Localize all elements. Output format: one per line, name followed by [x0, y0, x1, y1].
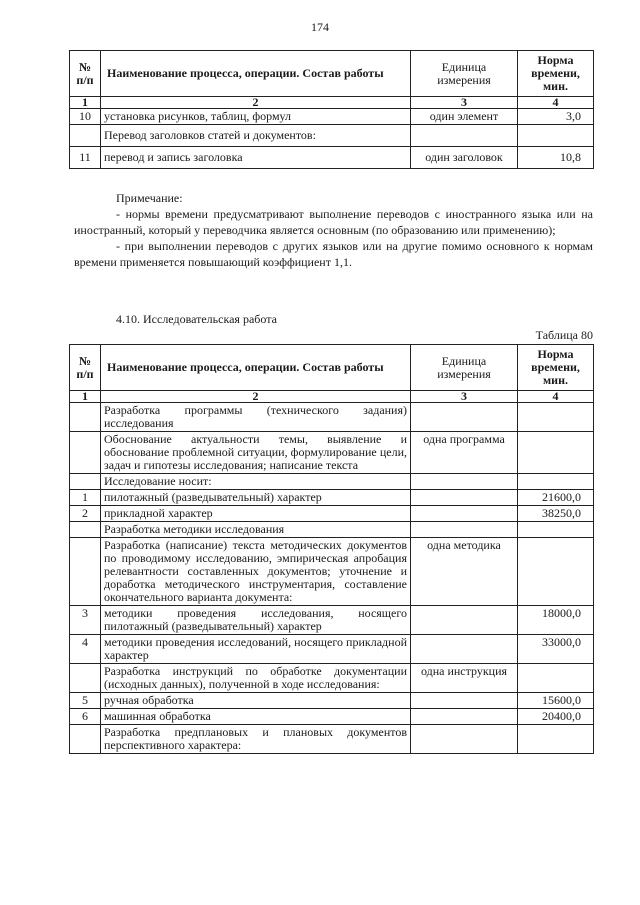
row-norm: 33000,0	[518, 635, 594, 664]
row-number: 11	[70, 147, 101, 169]
column-number-row	[70, 97, 594, 109]
row-name: Разработка инструкций по обработке документации (исходных данных), полученной в ходе исследования:	[101, 664, 411, 693]
row-name: пилотажный (разведывательный) характер	[101, 490, 411, 506]
table-row	[70, 635, 594, 664]
row-unit	[411, 125, 518, 147]
row-unit	[411, 403, 518, 432]
header-num: № п/п	[70, 345, 101, 391]
row-norm	[518, 725, 594, 754]
row-unit: один элемент	[411, 109, 518, 125]
row-number	[70, 474, 101, 490]
row-norm: 38250,0	[518, 506, 594, 522]
row-name: Разработка (написание) текста методических документов по проводимому исследованию, эмпирическая апробация релевантности составленных документов; уточнение и доработка методического инструментария, составление окончательного варианта документа:	[101, 538, 411, 606]
column-number: 3	[411, 391, 518, 403]
row-norm	[518, 664, 594, 693]
row-unit	[411, 506, 518, 522]
table-row	[70, 125, 594, 147]
table-row	[70, 538, 594, 606]
row-norm: 15600,0	[518, 693, 594, 709]
row-number: 4	[70, 635, 101, 664]
row-number	[70, 538, 101, 606]
row-name: Перевод заголовков статей и документов:	[101, 125, 411, 147]
row-number	[70, 664, 101, 693]
row-name: установка рисунков, таблиц, формул	[101, 109, 411, 125]
column-number: 4	[518, 97, 594, 109]
table-header-row	[70, 345, 594, 391]
row-norm	[518, 538, 594, 606]
table-row	[70, 490, 594, 506]
row-name: прикладной характер	[101, 506, 411, 522]
row-unit: одна инструкция	[411, 664, 518, 693]
row-norm	[518, 403, 594, 432]
table-row	[70, 606, 594, 635]
note-title: Примечание:	[116, 191, 183, 205]
row-number	[70, 125, 101, 147]
row-unit	[411, 490, 518, 506]
row-name: ручная обработка	[101, 693, 411, 709]
row-number: 5	[70, 693, 101, 709]
row-norm: 21600,0	[518, 490, 594, 506]
column-number: 2	[101, 391, 411, 403]
note-item: - нормы времени предусматривают выполнение переводов с иностранного языка или на иностранный, который у переводчика является основным (по образованию или применению);	[74, 207, 593, 237]
note-block	[74, 190, 593, 270]
table-row	[70, 403, 594, 432]
header-unit: Единица измерения	[411, 51, 518, 97]
row-norm	[518, 432, 594, 474]
header-num: № п/п	[70, 51, 101, 97]
row-norm: 10,8	[518, 147, 594, 169]
table-row	[70, 664, 594, 693]
row-name: Разработка предплановых и плановых документов перспективного характера:	[101, 725, 411, 754]
section-title: 4.10. Исследовательская работа	[116, 312, 277, 326]
header-norm: Норма времени, мин.	[518, 51, 594, 97]
row-name: методики проведения исследований, носящего прикладной характер	[101, 635, 411, 664]
row-number: 6	[70, 709, 101, 725]
row-norm: 18000,0	[518, 606, 594, 635]
column-number: 4	[518, 391, 594, 403]
row-name: Обоснование актуальности темы, выявление и обоснование проблемной ситуации, формулирование цели, задач и гипотезы исследования; написание текста	[101, 432, 411, 474]
header-name: Наименование процесса, операции. Состав работы	[101, 345, 411, 391]
row-unit: одна программа	[411, 432, 518, 474]
row-unit	[411, 709, 518, 725]
row-number: 10	[70, 109, 101, 125]
row-number	[70, 432, 101, 474]
row-unit	[411, 474, 518, 490]
column-number: 3	[411, 97, 518, 109]
row-number	[70, 725, 101, 754]
research-norms-table	[69, 344, 594, 754]
row-unit	[411, 693, 518, 709]
row-name: методики проведения исследования, носящего пилотажный (разведывательный) характер	[101, 606, 411, 635]
row-name: перевод и запись заголовка	[101, 147, 411, 169]
header-norm: Норма времени, мин.	[518, 345, 594, 391]
table-row	[70, 474, 594, 490]
row-name: Разработка программы (технического задания) исследования	[101, 403, 411, 432]
header-unit: Единица измерения	[411, 345, 518, 391]
table-row	[70, 109, 594, 125]
row-norm: 20400,0	[518, 709, 594, 725]
norms-table-continued	[69, 50, 594, 169]
table-row	[70, 432, 594, 474]
row-norm	[518, 125, 594, 147]
column-number-row	[70, 391, 594, 403]
table-row	[70, 709, 594, 725]
column-number: 1	[70, 391, 101, 403]
row-number: 2	[70, 506, 101, 522]
row-norm: 3,0	[518, 109, 594, 125]
row-number: 3	[70, 606, 101, 635]
row-name: Разработка методики исследования	[101, 522, 411, 538]
table-row	[70, 147, 594, 169]
header-name: Наименование процесса, операции. Состав работы	[101, 51, 411, 97]
table-header-row	[70, 51, 594, 97]
table-row	[70, 693, 594, 709]
table-row	[70, 522, 594, 538]
row-number	[70, 522, 101, 538]
row-name: Исследование носит:	[101, 474, 411, 490]
note-item: - при выполнении переводов с других языков или на другие помимо основного к нормам времени применяется повышающий коэффициент 1,1.	[74, 239, 593, 269]
row-unit: один заголовок	[411, 147, 518, 169]
table-label: Таблица 80	[535, 328, 593, 342]
row-unit: одна методика	[411, 538, 518, 606]
row-number	[70, 403, 101, 432]
row-unit	[411, 725, 518, 754]
row-number: 1	[70, 490, 101, 506]
table-row	[70, 725, 594, 754]
row-unit	[411, 522, 518, 538]
row-unit	[411, 606, 518, 635]
column-number: 1	[70, 97, 101, 109]
column-number: 2	[101, 97, 411, 109]
row-norm	[518, 474, 594, 490]
row-unit	[411, 635, 518, 664]
table-row	[70, 506, 594, 522]
row-norm	[518, 522, 594, 538]
page-number: 174	[311, 20, 329, 34]
row-name: машинная обработка	[101, 709, 411, 725]
